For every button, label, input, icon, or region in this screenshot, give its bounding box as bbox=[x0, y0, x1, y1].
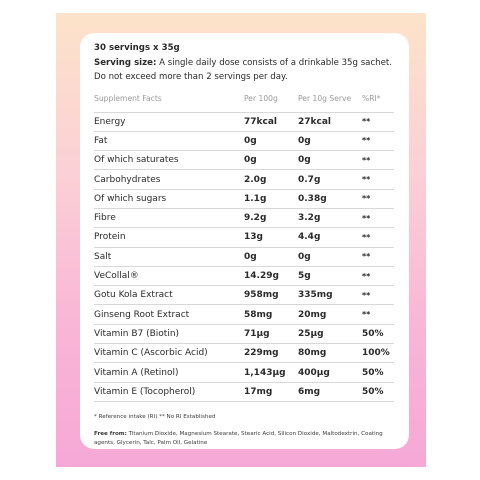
table-row bbox=[94, 344, 394, 363]
free-from-text: Titanium Dioxide, Magnesium Stearate, Stearic Acid, Silicon Dioxide, Maltodextrin, Coating agents, Glycerin, Talc, Palm Oil, Gelatine bbox=[94, 430, 383, 446]
serving-size-text: A single daily dose consists of a drinkable 35g sachet. bbox=[156, 57, 393, 68]
nutrient-name: Energy bbox=[94, 112, 244, 131]
per-serve-value: 25µg bbox=[298, 324, 362, 343]
per-100g-value: 1.1g bbox=[244, 189, 298, 208]
per-100g-value: 14.29g bbox=[244, 266, 298, 285]
nutrient-name: Protein bbox=[94, 228, 244, 247]
nutrient-name: Of which saturates bbox=[94, 151, 244, 170]
ri-value: ** bbox=[362, 247, 394, 266]
supplement-label-card bbox=[80, 33, 409, 449]
ri-value: 100% bbox=[362, 344, 394, 363]
per-100g-value: 13g bbox=[244, 228, 298, 247]
nutrient-name: Gotu Kola Extract bbox=[94, 286, 244, 305]
per-100g-value: 2.0g bbox=[244, 170, 298, 189]
header-ri: %RI* bbox=[362, 93, 381, 103]
ri-value: ** bbox=[362, 189, 394, 208]
ri-value: ** bbox=[362, 170, 394, 189]
per-100g-value: 1,143µg bbox=[244, 363, 298, 382]
per-serve-value: 0.7g bbox=[298, 170, 362, 189]
nutrient-name: Carbohydrates bbox=[94, 170, 244, 189]
table-row bbox=[94, 228, 394, 247]
free-from-label: Free from: bbox=[94, 430, 127, 437]
nutrient-name: Salt bbox=[94, 247, 244, 266]
table-row bbox=[94, 324, 394, 343]
table-row bbox=[94, 189, 394, 208]
nutrient-name: Vitamin B7 (Biotin) bbox=[94, 324, 244, 343]
per-serve-value: 80mg bbox=[298, 344, 362, 363]
header-per-serve: Per 10g Serve bbox=[298, 93, 352, 103]
ri-value: ** bbox=[362, 228, 394, 247]
per-100g-value: 958mg bbox=[244, 286, 298, 305]
nutrient-name: Fat bbox=[94, 131, 244, 150]
table-row bbox=[94, 131, 394, 150]
nutrient-name: Vitamin C (Ascorbic Acid) bbox=[94, 344, 244, 363]
ri-value: 50% bbox=[362, 324, 394, 343]
per-serve-value: 0.38g bbox=[298, 189, 362, 208]
per-serve-value: 5g bbox=[298, 266, 362, 285]
per-100g-value: 9.2g bbox=[244, 208, 298, 227]
serving-size-line bbox=[94, 56, 399, 71]
per-100g-value: 0g bbox=[244, 151, 298, 170]
ri-value: ** bbox=[362, 112, 394, 131]
ri-value: ** bbox=[362, 305, 394, 324]
ri-value: ** bbox=[362, 266, 394, 285]
free-from-note bbox=[94, 430, 399, 448]
servings-count: 30 servings x 35g bbox=[94, 43, 180, 53]
per-serve-value: 400µg bbox=[298, 363, 362, 382]
table-row bbox=[94, 170, 394, 189]
nutrient-name: VeCollal® bbox=[94, 266, 244, 285]
table-row bbox=[94, 363, 394, 382]
per-100g-value: 77kcal bbox=[244, 112, 298, 131]
per-serve-value: 0g bbox=[298, 131, 362, 150]
nutrient-name: Of which sugars bbox=[94, 189, 244, 208]
serving-size-label: Serving size: bbox=[94, 57, 157, 68]
per-serve-value: 3.2g bbox=[298, 208, 362, 227]
reference-footnote: * Reference intake (RI) ** No RI Established bbox=[94, 413, 216, 420]
table-row bbox=[94, 112, 394, 131]
per-serve-value: 6mg bbox=[298, 382, 362, 401]
per-100g-value: 229mg bbox=[244, 344, 298, 363]
table-row bbox=[94, 382, 394, 401]
table-row bbox=[94, 266, 394, 285]
intro-block bbox=[94, 41, 399, 85]
per-100g-value: 0g bbox=[244, 131, 298, 150]
per-serve-value: 27kcal bbox=[298, 112, 362, 131]
per-100g-value: 17mg bbox=[244, 382, 298, 401]
table-row bbox=[94, 305, 394, 324]
per-serve-value: 4.4g bbox=[298, 228, 362, 247]
table-row bbox=[94, 151, 394, 170]
ri-value: ** bbox=[362, 208, 394, 227]
ri-value: ** bbox=[362, 131, 394, 150]
ri-value: 50% bbox=[362, 382, 394, 401]
header-supplement-facts: Supplement Facts bbox=[94, 93, 162, 103]
ri-value: ** bbox=[362, 286, 394, 305]
per-100g-value: 58mg bbox=[244, 305, 298, 324]
per-100g-value: 71µg bbox=[244, 324, 298, 343]
table-row bbox=[94, 247, 394, 266]
nutrient-name: Ginseng Root Extract bbox=[94, 305, 244, 324]
per-serve-value: 20mg bbox=[298, 305, 362, 324]
per-serve-value: 0g bbox=[298, 247, 362, 266]
table-header-row bbox=[94, 93, 394, 113]
dose-warning: Do not exceed more than 2 servings per day. bbox=[94, 72, 288, 82]
per-100g-value: 0g bbox=[244, 247, 298, 266]
supplement-facts-table bbox=[94, 93, 394, 402]
table-row bbox=[94, 208, 394, 227]
nutrient-name: Vitamin E (Tocopherol) bbox=[94, 382, 244, 401]
per-serve-value: 0g bbox=[298, 151, 362, 170]
ri-value: 50% bbox=[362, 363, 394, 382]
nutrient-name: Fibre bbox=[94, 208, 244, 227]
header-per-100g: Per 100g bbox=[244, 93, 278, 103]
table-row bbox=[94, 286, 394, 305]
nutrient-name: Vitamin A (Retinol) bbox=[94, 363, 244, 382]
per-serve-value: 335mg bbox=[298, 286, 362, 305]
ri-value: ** bbox=[362, 151, 394, 170]
